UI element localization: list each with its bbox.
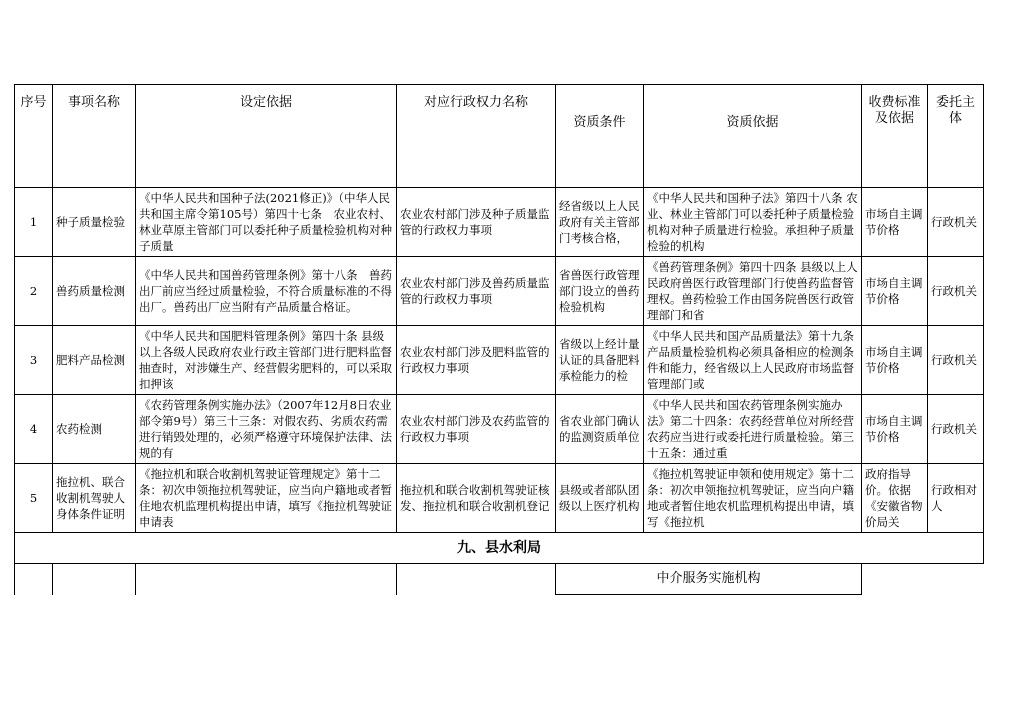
row-qualification-basis: 《中华人民共和国种子法》第四十八条 农业、林业主管部门可以委托种子质量检验机构对种子质量进行检验。承担种子质量检验的机构 [644,188,862,257]
table-row [15,464,984,533]
row-basis: 《中华人民共和国肥料管理条例》第四十条 县级以上各级人民政府农业行政主管部门进行肥料监督抽查时，对涉嫌生产、经营假劣肥料的，可以采取扣押该 [136,326,397,395]
row-qualification-basis: 《中华人民共和国产品质量法》第十九条 产品质量检验机构必须具备相应的检测条件和能力，经省级以上人民政府市场监督管理部门或 [644,326,862,395]
row-basis: 《中华人民共和国兽药管理条例》第十八条 兽药出厂前应当经过质量检验，不符合质量标准的不得出厂。兽药出厂应当附有产品质量合格证。 [136,257,397,326]
section-row [15,533,984,564]
header-row [15,85,984,188]
row-no: 2 [15,257,53,326]
row-name: 拖拉机、联合收割机驾驶人身体条件证明 [53,464,136,533]
row-power: 拖拉机和联合收割机驾驶证核发、拖拉机和联合收割机登记 [397,464,556,533]
row-qualification: 省兽医行政管理部门设立的兽药检验机构 [556,257,644,326]
table-row [15,188,984,257]
row-qualification-basis: 《拖拉机驾驶证申领和使用规定》第十二条：初次申领拖拉机驾驶证，应当向户籍地或者暂住地农机监理机构提出申请，填写《拖拉机 [644,464,862,533]
header-seq: 序号 [15,85,53,188]
row-qualification-basis: 《兽药管理条例》第四十四条 县级以上人民政府兽医行政管理部门行使兽药监督管理权。兽药检验工作由国务院兽医行政管理部门和省 [644,257,862,326]
row-no: 4 [15,395,53,464]
row-entrust: 行政机关 [928,188,984,257]
row-power: 农业农村部门涉及兽药质量监管的行政权力事项 [397,257,556,326]
row-fee: 市场自主调节价格 [862,188,928,257]
row-name: 兽药质量检测 [53,257,136,326]
row-qualification: 经省级以上人民政府有关主管部门考核合格， [556,188,644,257]
next-header-cell [136,564,397,595]
row-no: 1 [15,188,53,257]
table-row [15,395,984,464]
row-qualification: 县级或者部队团级以上医疗机构 [556,464,644,533]
row-fee: 市场自主调节价格 [862,326,928,395]
next-header-row [15,564,984,595]
row-entrust: 行政机关 [928,326,984,395]
row-power: 农业农村部门涉及种子质量监管的行政权力事项 [397,188,556,257]
row-basis: 《拖拉机和联合收割机驾驶证管理规定》第十二条：初次申领拖拉机驾驶证，应当向户籍地或者暂住地农机监理机构提出申请，填写《拖拉机驾驶证申请表 [136,464,397,533]
row-power: 农业农村部门涉及肥料监管的行政权力事项 [397,326,556,395]
header-basis: 设定依据 [136,85,397,188]
row-fee: 市场自主调节价格 [862,257,928,326]
table-row [15,326,984,395]
service-table [14,84,984,595]
next-header-cell [53,564,136,595]
row-no: 3 [15,326,53,395]
next-header-cell [397,564,556,595]
header-power: 对应行政权力名称 [397,85,556,188]
row-power: 农业农村部门涉及农药监管的行政权力事项 [397,395,556,464]
row-name: 肥料产品检测 [53,326,136,395]
header-qualification: 资质条件 [556,85,644,188]
row-qualification: 省农业部门确认的监测资质单位 [556,395,644,464]
row-entrust: 行政相对人 [928,464,984,533]
row-basis: 《农药管理条例实施办法》（2007年12月8日农业部令第9号）第三十三条：对假农药、劣质农药需进行销毁处理的，必须严格遵守环境保护法律、法规的有 [136,395,397,464]
row-entrust: 行政机关 [928,395,984,464]
next-header-blank [928,564,984,595]
next-header-cell [15,564,53,595]
next-header-institution: 中介服务实施机构 [556,564,862,595]
row-fee: 政府指导价。依据《安徽省物价局关 [862,464,928,533]
row-name: 农药检测 [53,395,136,464]
row-fee: 市场自主调节价格 [862,395,928,464]
section-title: 九、县水利局 [15,533,984,564]
header-item-name: 事项名称 [53,85,136,188]
row-no: 5 [15,464,53,533]
row-qualification: 省级以上经计量认证的具备肥料承检能力的检 [556,326,644,395]
header-fee: 收费标准及依据 [862,85,928,188]
next-header-blank [862,564,928,595]
row-qualification-basis: 《中华人民共和国农药管理条例实施办法》第二十四条：农药经营单位对所经营农药应当进行或委托进行质量检验。第三十五条：通过重 [644,395,862,464]
table-row [15,257,984,326]
header-entrust: 委托主体 [928,85,984,188]
row-name: 种子质量检验 [53,188,136,257]
row-basis: 《中华人民共和国种子法(2021修正)》（中华人民共和国主席令第105号）第四十七条 农业农村、林业草原主管部门可以委托种子质量检验机构对种子质量 [136,188,397,257]
header-qualification-basis: 资质依据 [644,85,862,188]
row-entrust: 行政机关 [928,257,984,326]
